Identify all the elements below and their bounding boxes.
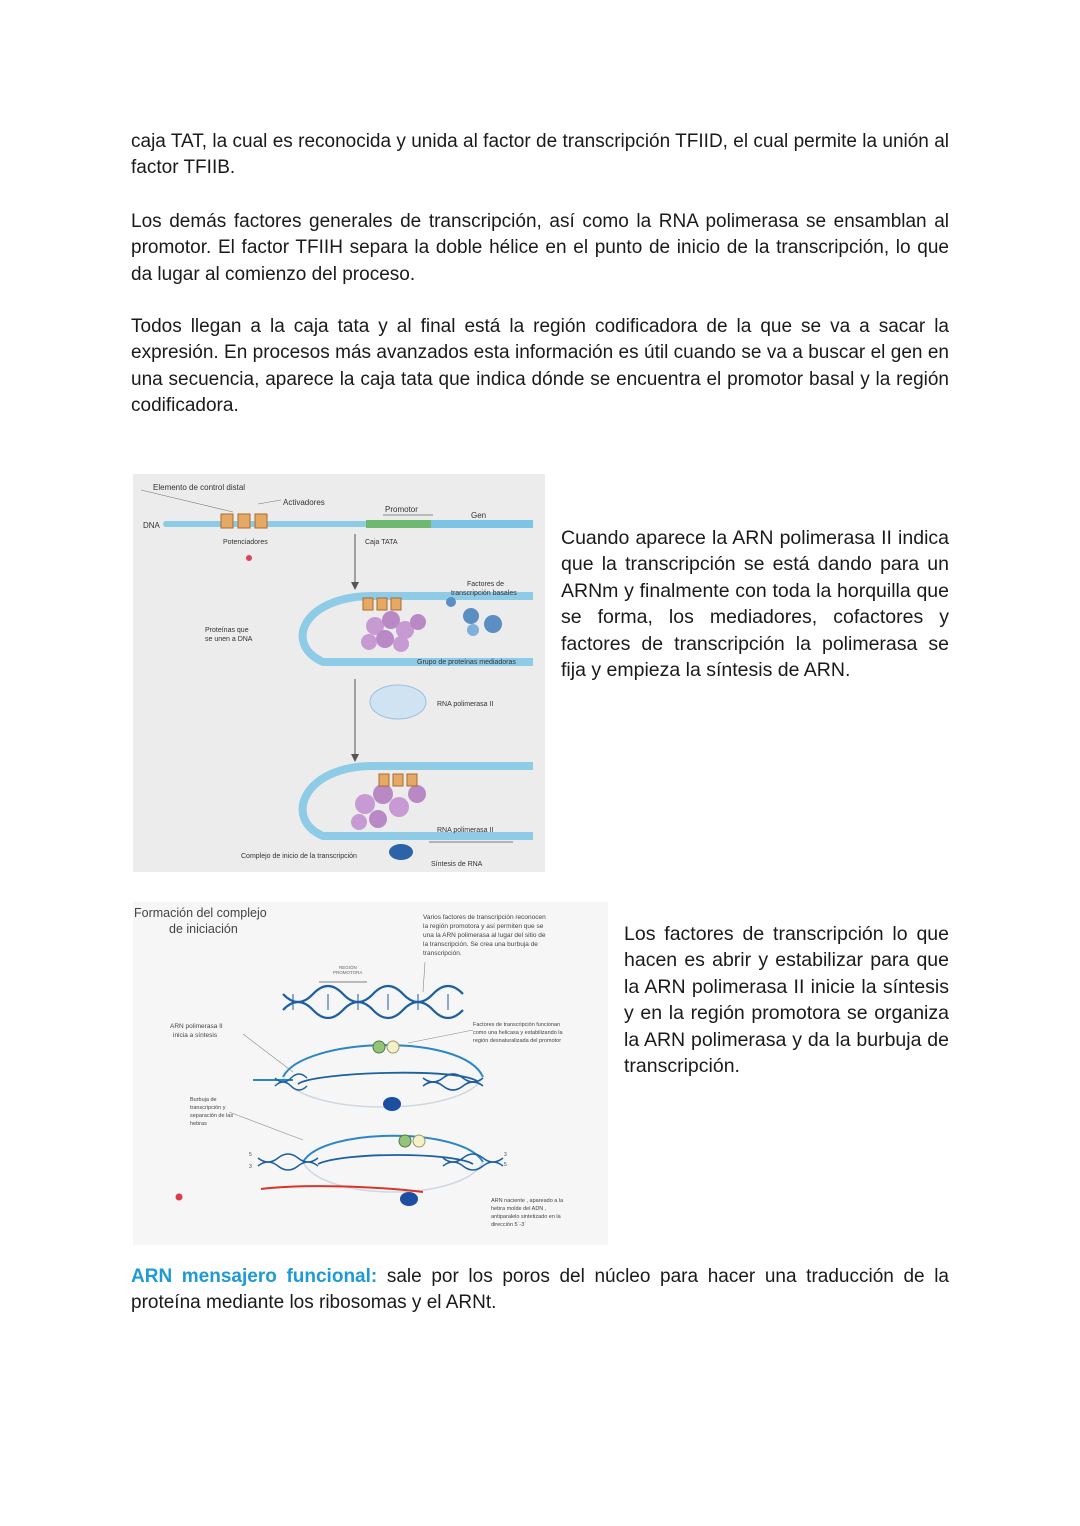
final-paragraph: [131, 1264, 949, 1317]
label-three-b: 3: [504, 1152, 507, 1158]
arn-pol-line: ARN polimerasa II: [170, 1023, 223, 1030]
label-factores-basales: transcripción basales: [451, 590, 517, 597]
burbuja-line: separación de las: [190, 1113, 234, 1119]
label-arn-polimerasa: [170, 1023, 223, 1039]
promoter-region: [366, 520, 431, 528]
factores-line: como una helicasa y estabilizando la: [473, 1030, 563, 1036]
arn-pol-line: inicia a síntesis: [173, 1032, 218, 1039]
tf-yellow: [387, 1041, 399, 1053]
burbuja-line: transcripción y: [190, 1105, 226, 1111]
factores-line: región desnaturalizada del promotor: [473, 1038, 562, 1044]
label-arn-naciente: [491, 1198, 564, 1228]
tf-yellow-2: [413, 1135, 425, 1147]
figure-transcription-initiation: [133, 474, 545, 872]
activators-middle: [363, 598, 401, 610]
naciente-line: antiparalelo sintetizado en la: [491, 1214, 561, 1220]
label-factores: Factores de: [467, 581, 504, 588]
label-caja-tata: Caja TATA: [365, 539, 398, 546]
fig2-note-line: una la ARN polimerasa al lugar del sitio de: [423, 932, 546, 939]
naciente-line: hebra molde del ADN ,: [491, 1206, 547, 1212]
label-proteinas-dna: se unen a DNA: [205, 636, 253, 643]
label-gen: Gen: [471, 511, 487, 520]
label-rna-polimerasa: RNA polimerasa II: [437, 701, 494, 708]
tf-green-2: [399, 1135, 411, 1147]
transcription-bubble-2: [258, 1136, 503, 1192]
red-marker-dot: [176, 1194, 183, 1201]
label-region-promotora: PROMOTORA: [333, 970, 363, 975]
naciente-line: ARN naciente , apareado a la: [491, 1198, 564, 1204]
label-factores-funcionan: [473, 1022, 564, 1044]
label-mediadoras: Grupo de proteínas mediadoras: [417, 659, 516, 666]
fig2-note-line: Varios factores de transcripción reconocen: [423, 914, 546, 921]
transcription-bubble-1: [253, 1045, 483, 1107]
side-text-2: Los factores de transcripción lo que hacen es abrir y estabilizar para que la ARN polimerasa II inicie la síntesis y en la región promotora se organiza la ARN polimerasa y da la burbuja de transcripción.: [624, 923, 949, 1078]
fig2-note-line: transcripción.: [423, 950, 462, 957]
label-dna: DNA: [143, 521, 160, 530]
dna-double-helix: [283, 986, 463, 1018]
rna-polymerase-ii: [370, 685, 426, 719]
label-five-b: 5: [504, 1162, 507, 1168]
fig2-note-line: la transcripción. Se crea una burbuja de: [423, 941, 538, 948]
polymerase-dot-2: [400, 1192, 418, 1206]
label-three: 3: [249, 1164, 252, 1170]
label-proteinas: Proteínas que: [205, 627, 249, 634]
polymerase-dot-1: [383, 1097, 401, 1111]
label-burbuja: [190, 1097, 233, 1127]
side-text-1: Cuando aparece la ARN polimerasa II indica que la transcripción se está dando para un ARNm y finalmente con toda la horquilla que se forma, los mediadores, cofactores y factores de transcripción la polimerasa se fija y empieza la síntesis de ARN.: [561, 527, 949, 682]
label-activadores: Activadores: [283, 498, 325, 507]
tf-green: [373, 1041, 385, 1053]
label-potenciadores: Potenciadores: [223, 539, 268, 546]
fig2-note-line: la región promotora y así permiten que se: [423, 923, 544, 930]
label-elemento-control: Elemento de control distal: [153, 483, 246, 492]
rna-polymerase-dot: [389, 844, 413, 860]
naciente-line: dirección 5´-3´: [491, 1222, 527, 1228]
burbuja-line: Burbuja de: [190, 1097, 217, 1103]
burbuja-line: hebras: [190, 1121, 207, 1127]
nascent-rna: [261, 1186, 423, 1192]
highlight-term: ARN mensajero funcional:: [131, 1266, 378, 1287]
enhancers: [221, 514, 267, 528]
fig2-title-1: Formación del complejo: [134, 906, 267, 920]
label-complejo: Complejo de inicio de la transcripción: [241, 853, 357, 860]
figure-complejo-iniciacion: [133, 902, 608, 1245]
label-rna-polimerasa-2: RNA polimerasa II: [437, 827, 494, 834]
fig2-title-2: de iniciación: [169, 922, 238, 936]
activator-dot: [246, 555, 252, 561]
protein-cluster-bottom: [351, 784, 426, 830]
basal-factors: [446, 597, 502, 636]
paragraph-2: Los demás factores generales de transcripción, así como la RNA polimerasa se ensamblan al promotor. El factor TFIIH separa la doble hélice en el punto de inicio de la transcripción, lo que da lugar al comienzo del proceso.: [131, 211, 949, 285]
final-text: sale por los poros del núcleo para hacer una traducción de la proteína mediante los ribosomas y el ARNt.: [131, 1266, 949, 1314]
label-sintesis: Síntesis de RNA: [431, 861, 483, 868]
gene-region: [431, 520, 533, 528]
paragraph-1: caja TAT, la cual es reconocida y unida al factor de transcripción TFIID, el cual permite la unión al factor TFIIB.: [131, 131, 949, 179]
fig2-note: [423, 914, 546, 957]
activators-bottom: [379, 774, 417, 786]
label-region: REGIÓN: [339, 965, 357, 970]
factores-line: Factores de transcripción funcionan: [473, 1022, 561, 1028]
label-promotor: Promotor: [385, 505, 418, 514]
paragraph-3: Todos llegan a la caja tata y al final está la región codificadora de la que se va a sacar la expresión. En procesos más avanzados esta información es útil cuando se va a buscar el gen en una secuencia, aparece la caja tata que indica dónde se encuentra el promotor basal y la región codificadora.: [131, 316, 949, 417]
label-five: 5: [249, 1152, 252, 1158]
protein-cluster-middle: [361, 611, 426, 652]
